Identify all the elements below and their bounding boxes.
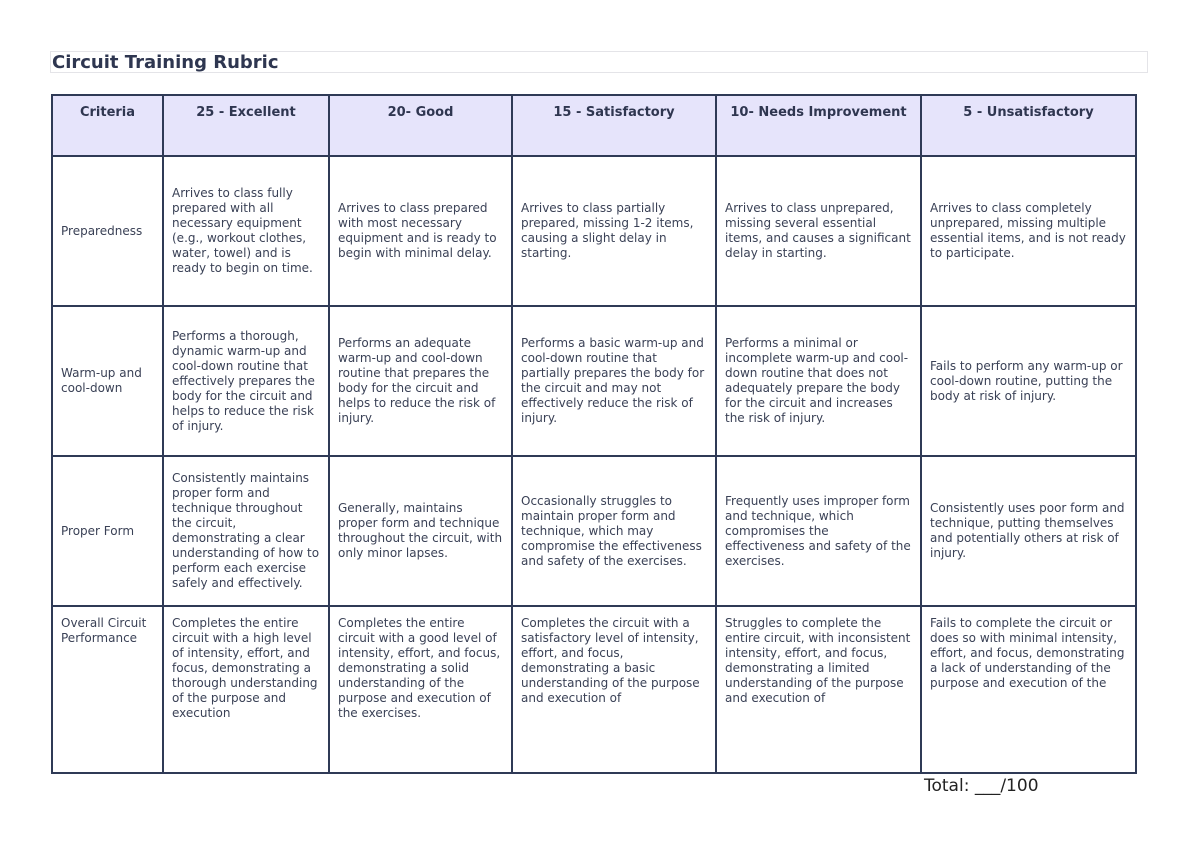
rating-cell: Performs a minimal or incomplete warm-up and cool-down routine that does not adequately prepare the body for the circuit and increases the risk of injury. xyxy=(716,306,921,456)
rating-cell: Occasionally struggles to maintain proper form and technique, which may compromise the effectiveness and safety of the exercises. xyxy=(512,456,716,606)
table-row xyxy=(52,456,1136,606)
document-title: Circuit Training Rubric xyxy=(52,52,279,73)
rating-cell: Arrives to class partially prepared, missing 1-2 items, causing a slight delay in starting. xyxy=(512,156,716,306)
title-box xyxy=(50,51,1148,73)
rating-cell: Consistently maintains proper form and technique throughout the circuit, demonstrating a clear understanding of how to perform each exercise safely and effectively. xyxy=(163,456,329,606)
rating-cell: Completes the entire circuit with a good level of intensity, effort, and focus, demonstrating a solid understanding of the purpose and execution of the exercises. xyxy=(329,606,512,773)
rating-cell: Completes the entire circuit with a high level of intensity, effort, and focus, demonstrating a thorough understanding of the purpose and execution xyxy=(163,606,329,773)
rating-cell: Arrives to class prepared with most necessary equipment and is ready to begin with minimal delay. xyxy=(329,156,512,306)
rating-cell: Completes the circuit with a satisfactory level of intensity, effort, and focus, demonstrating a basic understanding of the purpose and execution of xyxy=(512,606,716,773)
table-row xyxy=(52,156,1136,306)
rating-cell: Performs a thorough, dynamic warm-up and cool-down routine that effectively prepares the body for the circuit and helps to reduce the risk of injury. xyxy=(163,306,329,456)
header-good: 20- Good xyxy=(329,95,512,156)
rating-cell: Generally, maintains proper form and technique throughout the circuit, with only minor lapses. xyxy=(329,456,512,606)
criterion-cell: Preparedness xyxy=(52,156,163,306)
rating-cell: Performs a basic warm-up and cool-down routine that partially prepares the body for the circuit and may not effectively reduce the risk of injury. xyxy=(512,306,716,456)
rating-cell: Fails to complete the circuit or does so with minimal intensity, effort, and focus, demonstrating a lack of understanding of the purpose and execution of the xyxy=(921,606,1136,773)
total-score: Total: ___/100 xyxy=(924,776,1039,796)
rating-cell: Arrives to class completely unprepared, missing multiple essential items, and is not ready to participate. xyxy=(921,156,1136,306)
rating-cell: Consistently uses poor form and technique, putting themselves and potentially others at risk of injury. xyxy=(921,456,1136,606)
header-row xyxy=(52,95,1136,156)
rating-cell: Fails to perform any warm-up or cool-down routine, putting the body at risk of injury. xyxy=(921,306,1136,456)
rating-cell: Struggles to complete the entire circuit, with inconsistent intensity, effort, and focus, demonstrating a limited understanding of the purpose and execution of xyxy=(716,606,921,773)
criterion-cell: Proper Form xyxy=(52,456,163,606)
rating-cell: Arrives to class unprepared, missing several essential items, and causes a significant delay in starting. xyxy=(716,156,921,306)
criterion-cell: Overall Circuit Performance xyxy=(52,606,163,773)
rubric-table xyxy=(51,94,1137,774)
rating-cell: Performs an adequate warm-up and cool-down routine that prepares the body for the circuit and helps to reduce the risk of injury. xyxy=(329,306,512,456)
header-criteria: Criteria xyxy=(52,95,163,156)
header-needs-improvement: 10- Needs Improvement xyxy=(716,95,921,156)
table-row xyxy=(52,606,1136,773)
table-row xyxy=(52,306,1136,456)
header-satisfactory: 15 - Satisfactory xyxy=(512,95,716,156)
rating-cell: Frequently uses improper form and technique, which compromises the effectiveness and safety of the exercises. xyxy=(716,456,921,606)
header-unsatisfactory: 5 - Unsatisfactory xyxy=(921,95,1136,156)
rating-cell: Arrives to class fully prepared with all necessary equipment (e.g., workout clothes, water, towel) and is ready to begin on time. xyxy=(163,156,329,306)
header-excellent: 25 - Excellent xyxy=(163,95,329,156)
criterion-cell: Warm-up and cool-down xyxy=(52,306,163,456)
